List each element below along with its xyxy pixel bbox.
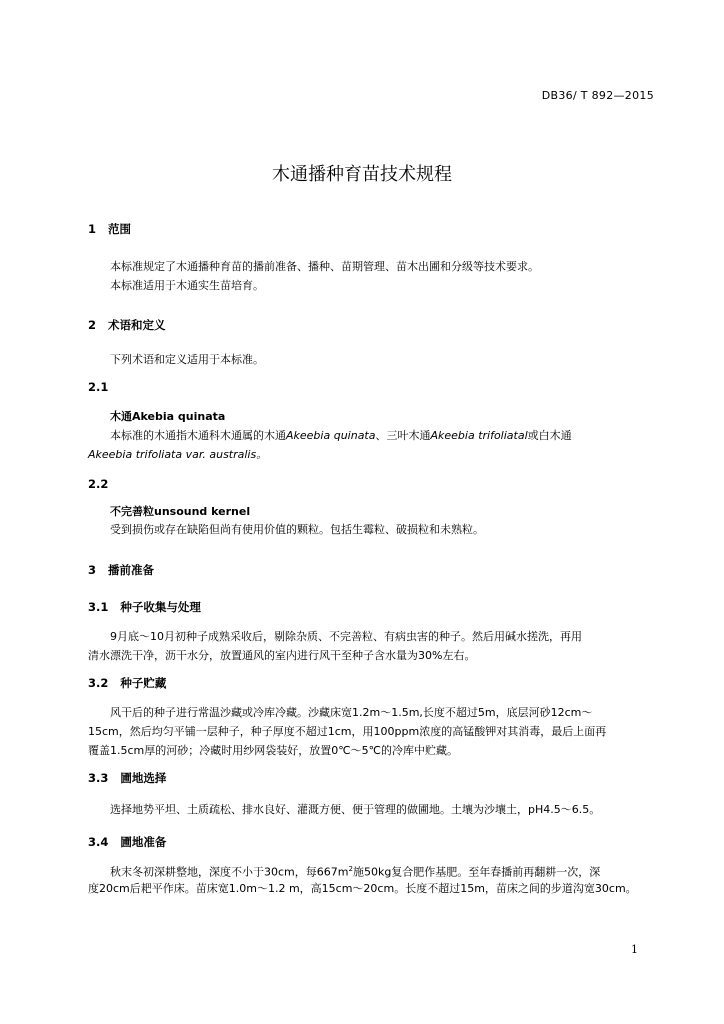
section-title: 范围: [108, 222, 132, 236]
section-number: 3.3: [88, 771, 109, 785]
document-code: DB36/ T 892—2015: [541, 89, 654, 102]
term-unsound-kernel: 不完善粒unsound kernel: [110, 505, 251, 518]
section-3-1-line-2: 清水漂洗干净，沥干水分，放置通风的室内进行风干至种子含水量为30%左右。: [88, 649, 476, 662]
section-3-4-line-2: 度20cm后耙平作床。苗床宽1.0m～1.2 m，高15cm～20cm。长度不超过15m，苗床之间的步道沟宽30cm。: [88, 882, 637, 895]
section-3-2-line-1: 风干后的种子进行常温沙藏或冷库冷藏。沙藏床宽1.2m～1.5m,长度不超过5m，底层河砂12cm～: [110, 706, 593, 719]
definition-unsound-kernel: 受到损伤或存在缺陷但尚有使用价值的颗粒。包括生霉粒、破损粒和未熟粒。: [110, 523, 484, 536]
section-title: 术语和定义: [108, 318, 166, 332]
definition-text: 或白木通: [527, 429, 572, 442]
paragraph-text: 施50kg复合肥作基肥。至年春播前再翻耕一次，深: [352, 865, 601, 879]
definition-akebia-line-1: [88, 426, 654, 445]
section-number: 1: [88, 222, 97, 236]
latin-name: Akeebia trifoliata var. australis。: [88, 448, 268, 461]
section-1-heading: [88, 221, 131, 237]
section-3-1-line-1: 9月底～10月初种子成熟采收后，剔除杂质、不完善粒、有病虫害的种子。然后用碱水搓洗，再用: [110, 630, 582, 643]
section-title: 种子贮藏: [120, 676, 167, 690]
section-2-heading: [88, 317, 166, 333]
section-2-paragraph-1: 下列术语和定义适用于本标准。: [110, 353, 264, 366]
section-3-4-heading: [88, 834, 166, 850]
definition-text: 、三叶木通: [375, 429, 431, 442]
section-3-heading: [88, 562, 154, 578]
section-3-1-heading: [88, 599, 201, 615]
paragraph-text: 秋末冬初深耕整地，深度不小于30cm，每667m: [110, 865, 349, 879]
section-title: 圃地准备: [120, 835, 167, 849]
section-1-paragraph-2: 本标准适用于木通实生苗培育。: [110, 279, 264, 292]
term-akebia: 木通Akebia quinata: [110, 410, 226, 423]
section-number: 3.2: [88, 676, 109, 690]
section-title: 种子收集与处理: [120, 600, 201, 614]
latin-name: Akeebia trifoliatal: [430, 429, 528, 442]
page-number: 1: [631, 943, 638, 956]
document-title: 木通播种育苗技术规程: [272, 164, 452, 185]
section-number: 3.1: [88, 600, 109, 614]
section-number: 2: [88, 318, 97, 332]
latin-name: Akeebia quinata: [286, 429, 376, 442]
section-number: 2.1: [88, 380, 109, 394]
section-2-2-heading: [88, 477, 120, 491]
section-1-paragraph-1: 本标准规定了木通播种育苗的播前准备、播种、苗期管理、苗木出圃和分级等技术要求。: [110, 260, 539, 273]
section-title: 圃地选择: [120, 771, 167, 785]
section-title: 播前准备: [108, 563, 155, 577]
definition-text: 本标准的木通指木通科木通属的木通: [110, 429, 286, 442]
section-3-2-heading: [88, 675, 166, 691]
section-number: 3: [88, 563, 97, 577]
section-number: 3.4: [88, 835, 109, 849]
section-number: 2.2: [88, 477, 109, 491]
superscript: 2: [348, 865, 353, 873]
section-3-2-line-2: 15cm，然后均匀平铺一层种子，种子厚度不超过1cm，用100ppm浓度的高锰酸钾对其消毒，最后上面再: [88, 725, 607, 738]
section-3-3-line-1: 选择地势平坦、土质疏松、排水良好、灌溉方便、便于管理的做圃地。土壤为沙壤土，pH4.5～6.5。: [110, 803, 601, 816]
section-2-1-heading: [88, 380, 120, 394]
definition-akebia-line-2: [88, 445, 654, 464]
section-3-2-line-3: 覆盖1.5cm厚的河砂；冷藏时用纱网袋装好，放置0℃～5℃的冷库中贮藏。: [88, 744, 458, 757]
section-3-3-heading: [88, 770, 166, 786]
